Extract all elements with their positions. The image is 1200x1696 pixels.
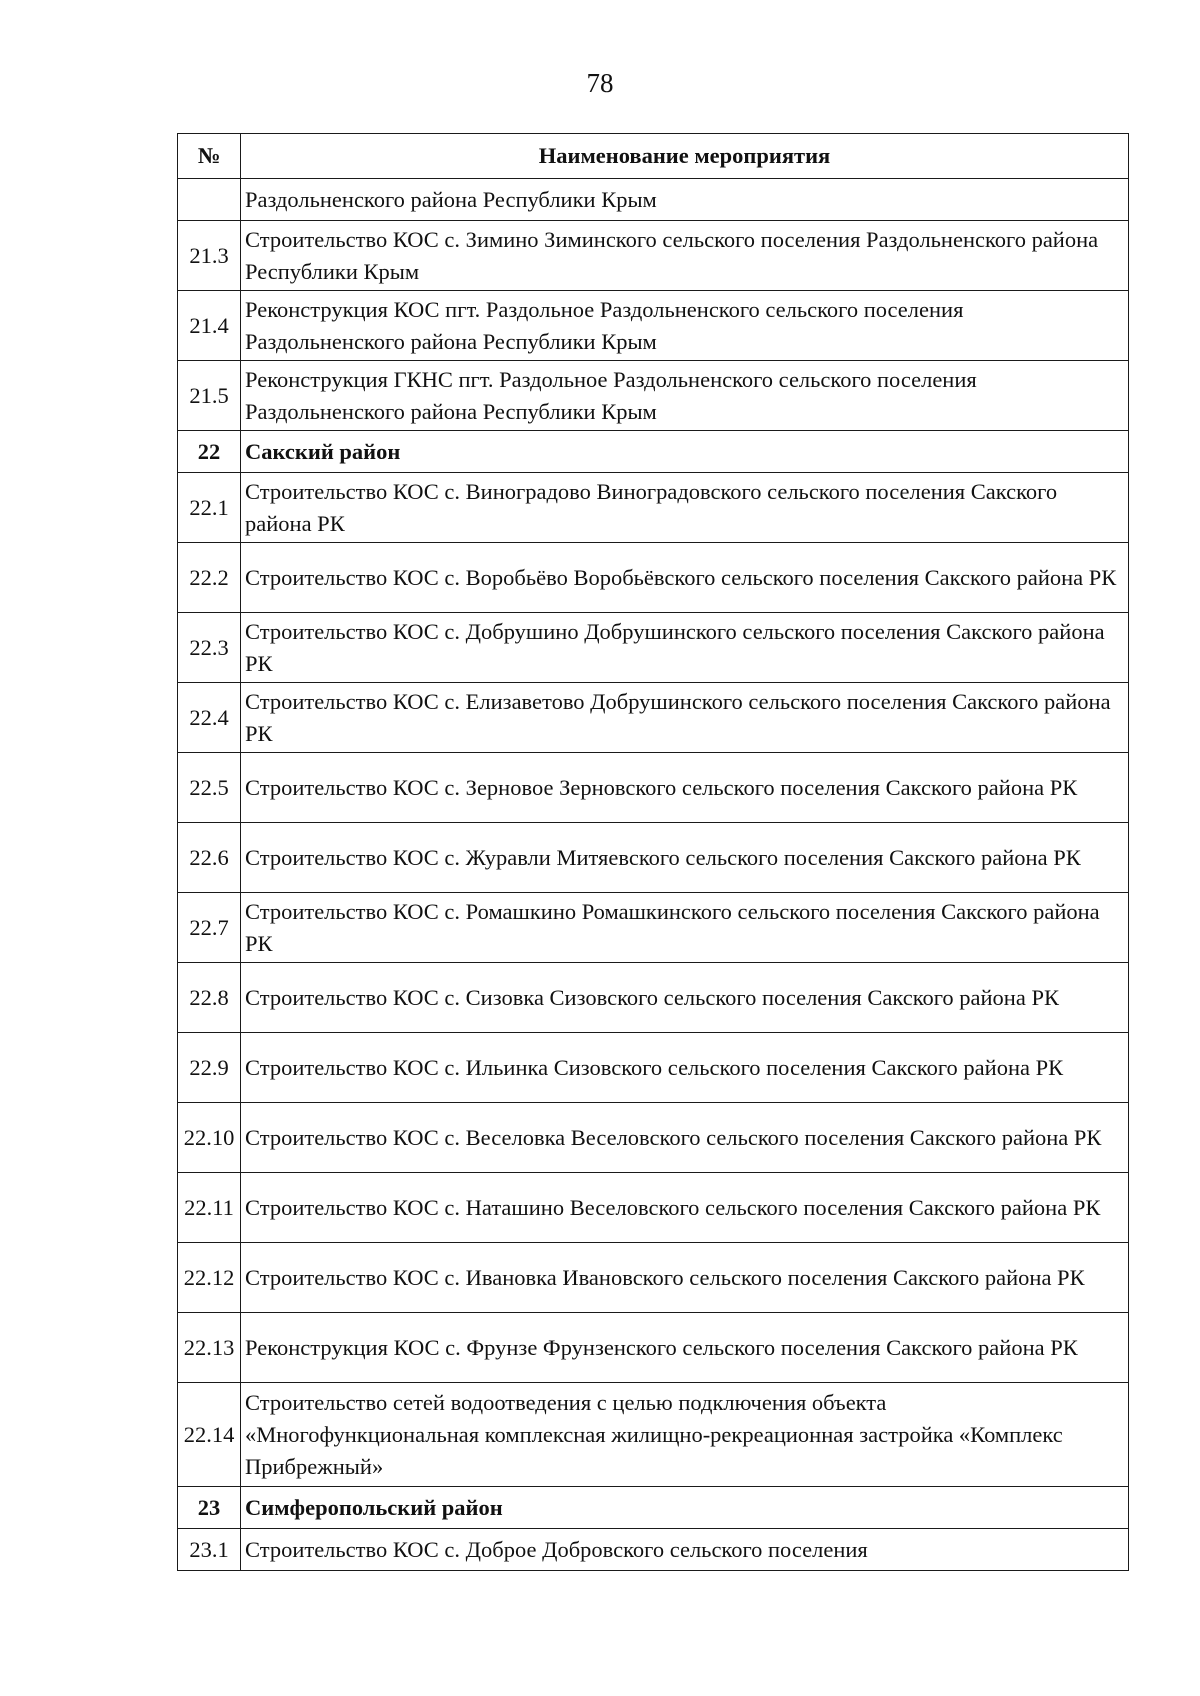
row-number: 22.12 [178, 1243, 241, 1313]
row-number: 22.13 [178, 1313, 241, 1383]
row-number: 22.5 [178, 753, 241, 823]
section-title: Симферопольский район [241, 1487, 1129, 1529]
row-name: Строительство КОС с. Виноградово Виноградовского сельского поселения Сакского района РК [241, 473, 1129, 543]
row-name: Строительство сетей водоотведения с целью подключения объекта «Многофункциональная комплексная жилищно-рекреационная застройка «Комплекс Прибрежный» [241, 1383, 1129, 1487]
row-name: Строительство КОС с. Елизаветово Добрушинского сельского поселения Сакского района РК [241, 683, 1129, 753]
section-title: Сакский район [241, 431, 1129, 473]
table-row [178, 361, 1129, 431]
row-name: Строительство КОС с. Доброе Добровского сельского поселения [241, 1529, 1129, 1571]
row-number: 22.10 [178, 1103, 241, 1173]
row-number: 22.1 [178, 473, 241, 543]
section-row [178, 431, 1129, 473]
row-name: Строительство КОС с. Веселовка Веселовского сельского поселения Сакского района РК [241, 1103, 1129, 1173]
table-row [178, 543, 1129, 613]
row-number: 22.11 [178, 1173, 241, 1243]
row-number: 22.6 [178, 823, 241, 893]
row-name: Строительство КОС с. Ивановка Ивановского сельского поселения Сакского района РК [241, 1243, 1129, 1313]
row-name: Строительство КОС с. Зерновое Зерновского сельского поселения Сакского района РК [241, 753, 1129, 823]
table-header-row [178, 134, 1129, 179]
row-number: 22.4 [178, 683, 241, 753]
row-number: 21.3 [178, 221, 241, 291]
table-row [178, 1103, 1129, 1173]
measures-table [177, 133, 1129, 1571]
row-number: 21.4 [178, 291, 241, 361]
table-row [178, 1243, 1129, 1313]
column-header-name: Наименование мероприятия [241, 134, 1129, 179]
row-name: Строительство КОС с. Журавли Митяевского сельского поселения Сакского района РК [241, 823, 1129, 893]
page-number: 78 [586, 68, 614, 98]
row-name: Строительство КОС с. Сизовка Сизовского сельского поселения Сакского района РК [241, 963, 1129, 1033]
column-header-number: № [178, 134, 241, 179]
table-row [178, 1173, 1129, 1243]
section-row [178, 1487, 1129, 1529]
row-name: Реконструкция КОС пгт. Раздольное Раздольненского сельского поселения Раздольненского района Республики Крым [241, 291, 1129, 361]
row-name: Реконструкция ГКНС пгт. Раздольное Раздольненского сельского поселения Раздольненского района Республики Крым [241, 361, 1129, 431]
row-number: 23.1 [178, 1529, 241, 1571]
section-number: 22 [178, 431, 241, 473]
table-row [178, 221, 1129, 291]
table-row [178, 179, 1129, 221]
row-name: Строительство КОС с. Ромашкино Ромашкинского сельского поселения Сакского района РК [241, 893, 1129, 963]
table-row [178, 613, 1129, 683]
table-row [178, 963, 1129, 1033]
row-name: Строительство КОС с. Добрушино Добрушинского сельского поселения Сакского района РК [241, 613, 1129, 683]
row-name: Строительство КОС с. Наташино Веселовского сельского поселения Сакского района РК [241, 1173, 1129, 1243]
table-row [178, 1383, 1129, 1487]
table-row [178, 683, 1129, 753]
table-row [178, 291, 1129, 361]
table-row [178, 1313, 1129, 1383]
row-name: Строительство КОС с. Воробьёво Воробьёвского сельского поселения Сакского района РК [241, 543, 1129, 613]
table-row [178, 893, 1129, 963]
row-number: 22.2 [178, 543, 241, 613]
table-row [178, 823, 1129, 893]
row-number: 22.14 [178, 1383, 241, 1487]
table-row [178, 1033, 1129, 1103]
row-number: 22.7 [178, 893, 241, 963]
row-number: 22.8 [178, 963, 241, 1033]
table-row [178, 1529, 1129, 1571]
row-name: Строительство КОС с. Ильинка Сизовского сельского поселения Сакского района РК [241, 1033, 1129, 1103]
table-row [178, 473, 1129, 543]
row-name: Раздольненского района Республики Крым [241, 179, 1129, 221]
row-number: 22.9 [178, 1033, 241, 1103]
row-number: 21.5 [178, 361, 241, 431]
section-number: 23 [178, 1487, 241, 1529]
row-name: Реконструкция КОС с. Фрунзе Фрунзенского сельского поселения Сакского района РК [241, 1313, 1129, 1383]
row-name: Строительство КОС с. Зимино Зиминского сельского поселения Раздольненского района Республики Крым [241, 221, 1129, 291]
table-row [178, 753, 1129, 823]
row-number [178, 179, 241, 221]
row-number: 22.3 [178, 613, 241, 683]
